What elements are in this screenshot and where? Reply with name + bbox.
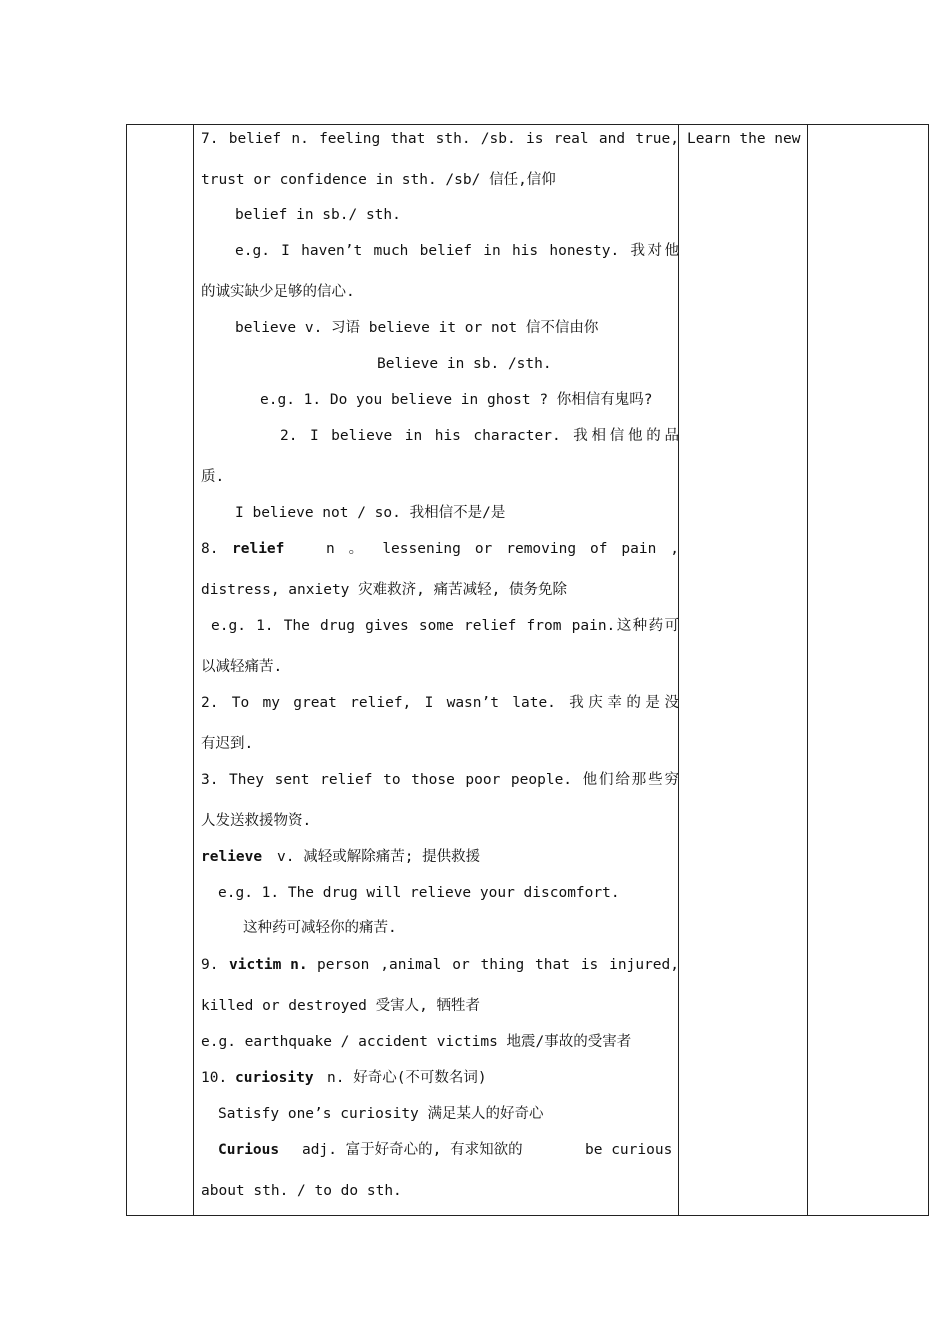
headword-victim: victim n. [229,957,308,973]
example-line: 的诚实缺少足够的信心. [201,284,355,300]
entry-belief-line: belief in sb./ sth. [235,207,401,223]
entry-curious-line: about sth. / to do sth. [201,1183,402,1199]
entry-number: 9. [201,957,219,973]
column-divider [193,125,194,1215]
entry-belief-line: 7. belief n. feeling that sth. /sb. is real and true, [201,131,679,147]
entry-number: 8. [201,541,219,557]
entry-number: 10. [201,1070,228,1086]
example-line: I believe not / so. 我相信不是/是 [235,505,506,521]
example-line: e.g. earthquake / accident victims 地震/事故的受害者 [201,1034,632,1050]
entry-relief-line: distress, anxiety 灾难救济, 痛苦减轻, 债务免除 [201,582,568,598]
headword-curious: Curious [218,1142,280,1158]
example-line: 人发送救援物资. [201,813,312,829]
entry-relief-line: n 。 lessening or removing of pain , [326,541,679,557]
entry-belief-line: trust or confidence in sth. /sb/ 信任,信仰 [201,172,556,188]
entry-curiosity-line: n. 好奇心(不可数名词) [327,1070,487,1086]
entry-relieve-line: v. 减轻或解除痛苦; 提供救援 [277,849,481,865]
example-line: e.g. 1. Do you believe in ghost ? 你相信有鬼吗? [260,392,653,408]
headword-curiosity: curiosity [235,1070,314,1086]
example-line: 这种药可减轻你的痛苦. [243,920,397,936]
entry-victim-line: person ,animal or thing that is injured, [317,957,679,973]
example-line: e.g. 1. The drug will relieve your discomfort. [218,885,620,901]
entry-believe-line: believe v. 习语 believe it or not 信不信由你 [235,320,599,336]
side-note: Learn the new [687,131,801,147]
entry-curious-line: adj. 富于好奇心的, 有求知欲的 [302,1142,523,1158]
example-line: 2. To my great relief, I wasn’t late. 我庆幸的是没 [201,695,679,711]
example-line: 以减轻痛苦. [201,659,283,675]
lesson-table [126,124,929,1216]
headword-relieve: relieve [201,849,263,865]
example-line: e.g. 1. The drug gives some relief from pain.这种药可 [211,618,679,634]
entry-curious-line: be curious [585,1142,673,1158]
example-line: 2. I believe in his character. 我相信他的品 [280,428,679,444]
example-line: 3. They sent relief to those poor people. 他们给那些穷 [201,772,679,788]
example-line: Satisfy one’s curiosity 满足某人的好奇心 [218,1106,544,1122]
column-divider [807,125,808,1215]
headword-relief: relief [232,541,285,557]
example-line: 质. [201,469,225,485]
example-line: 有迟到. [201,736,254,752]
entry-believe-line: Believe in sb. /sth. [377,356,552,372]
entry-victim-line: killed or destroyed 受害人, 牺牲者 [201,998,481,1014]
example-line: e.g. I haven’t much belief in his honesty. 我对他 [235,243,679,259]
